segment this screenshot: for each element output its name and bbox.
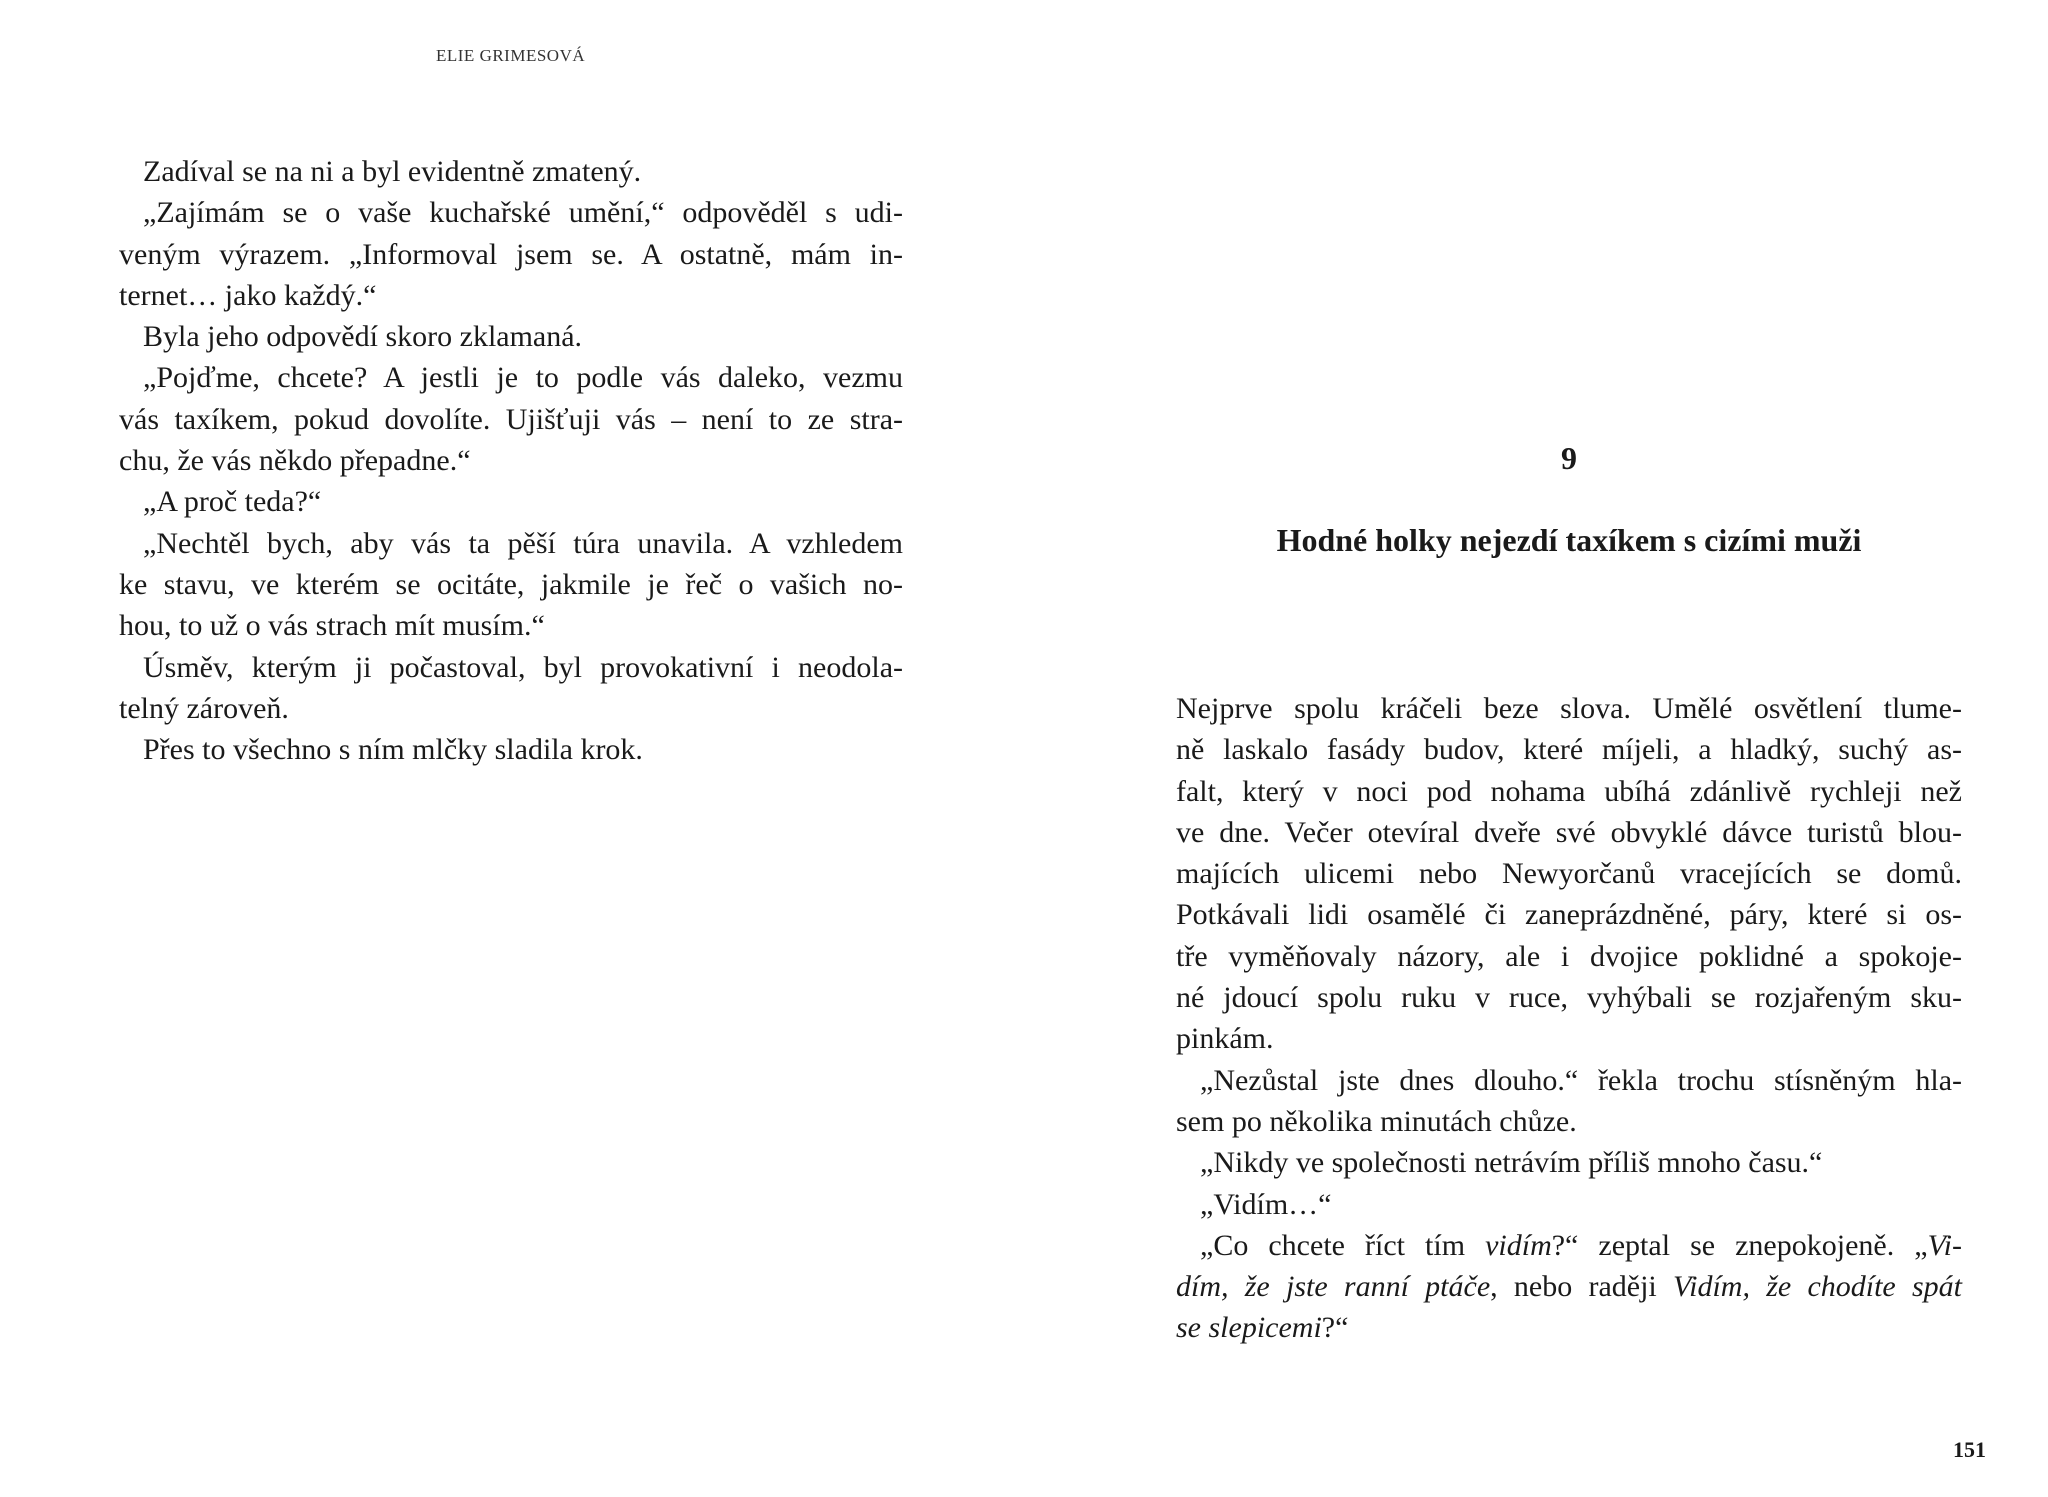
text-line: falt, který v noci pod nohama ubíhá zdánlivě rychleji než — [1176, 774, 1962, 808]
text-line: „Nikdy ve společnosti netrávím příliš mnoho času.“ — [1200, 1146, 1823, 1180]
italic-run: Vi- — [1927, 1228, 1962, 1262]
text-line: Úsměv, kterým ji počastoval, byl provokativní i neodola- — [143, 650, 903, 684]
text-line: sem po několika minutách chůze. — [1176, 1104, 1577, 1138]
text-line: pinkám. — [1176, 1022, 1274, 1056]
text-line: „Nezůstal jste dnes dlouho.“ řekla trochu stísněným hla- — [1200, 1063, 1962, 1097]
italic-run: vidím — [1485, 1228, 1552, 1262]
text-line — [1176, 1266, 1962, 1307]
text-line: „Vidím…“ — [1200, 1187, 1332, 1221]
text-line — [1176, 1225, 1962, 1266]
text-line: „Pojďme, chcete? A jestli je to podle vás daleko, vezmu — [143, 361, 903, 395]
text-line: majících ulicemi nebo Newyorčanů vracejících se domů. — [1176, 857, 1962, 891]
text-line: né jdoucí spolu ruku v ruce, vyhýbali se rozjařeným sku- — [1176, 981, 1962, 1015]
text-line: „A proč teda?“ — [143, 485, 322, 519]
text-run: ?“ zeptal se znepokojeně. „ — [1551, 1228, 1928, 1262]
text-run: ?“ — [1321, 1311, 1349, 1345]
chapter-title: Hodné holky nejezdí taxíkem s cizími muži — [1276, 522, 1862, 558]
text-line: ve dne. Večer otevíral dveře své obvyklé dávce turistů blou- — [1176, 815, 1962, 849]
page-number: 151 — [1953, 1437, 1986, 1462]
text-line: „Nechtěl bych, aby vás ta pěší túra unavila. A vzhledem — [143, 526, 903, 560]
text-line: ně laskalo fasády budov, které míjeli, a hladký, suchý as- — [1176, 733, 1962, 767]
text-line: tře vyměňovaly názory, ale i dvojice poklidné a spokoje- — [1176, 939, 1962, 973]
text-run: „Co chcete říct tím — [1200, 1228, 1486, 1262]
left-page-text — [119, 151, 903, 770]
text-line: ternet… jako každý.“ — [119, 278, 377, 312]
italic-run: Vidím, že chodíte spát — [1673, 1270, 1963, 1304]
text-line: chu, že vás někdo přepadne.“ — [119, 444, 471, 478]
right-page-text — [1176, 688, 1962, 1349]
text-line: Zadíval se na ni a byl evidentně zmatený. — [143, 155, 642, 188]
italic-run: dím, že jste ranní ptáče — [1176, 1270, 1491, 1304]
italic-run: se slepicemi — [1176, 1311, 1322, 1345]
text-line — [1176, 1307, 1962, 1348]
text-line: Potkávali lidi osamělé či zaneprázdněné, páry, které si os- — [1176, 898, 1962, 932]
text-run: , nebo raději — [1490, 1270, 1674, 1304]
text-line: Přes to všechno s ním mlčky sladila krok. — [143, 733, 643, 767]
text-line: hou, to už o vás strach mít musím.“ — [119, 609, 545, 643]
text-line: Nejprve spolu kráčeli beze slova. Umělé osvětlení tlume- — [1176, 692, 1962, 725]
text-line: Byla jeho odpovědí skoro zklamaná. — [143, 320, 583, 354]
text-line: telný zároveň. — [119, 691, 289, 725]
text-line: „Zajímám se o vaše kuchařské umění,“ odpověděl s udi- — [143, 196, 903, 230]
text-line: ke stavu, ve kterém se ocitáte, jakmile je řeč o vašich no- — [119, 567, 903, 601]
chapter-number: 9 — [1561, 440, 1577, 476]
text-line: vás taxíkem, pokud dovolíte. Ujišťuji vás – není to ze stra- — [119, 402, 903, 436]
text-line: veným výrazem. „Informoval jsem se. A ostatně, mám in- — [119, 237, 903, 271]
running-head: ELIE GRIMESOVÁ — [436, 46, 586, 65]
